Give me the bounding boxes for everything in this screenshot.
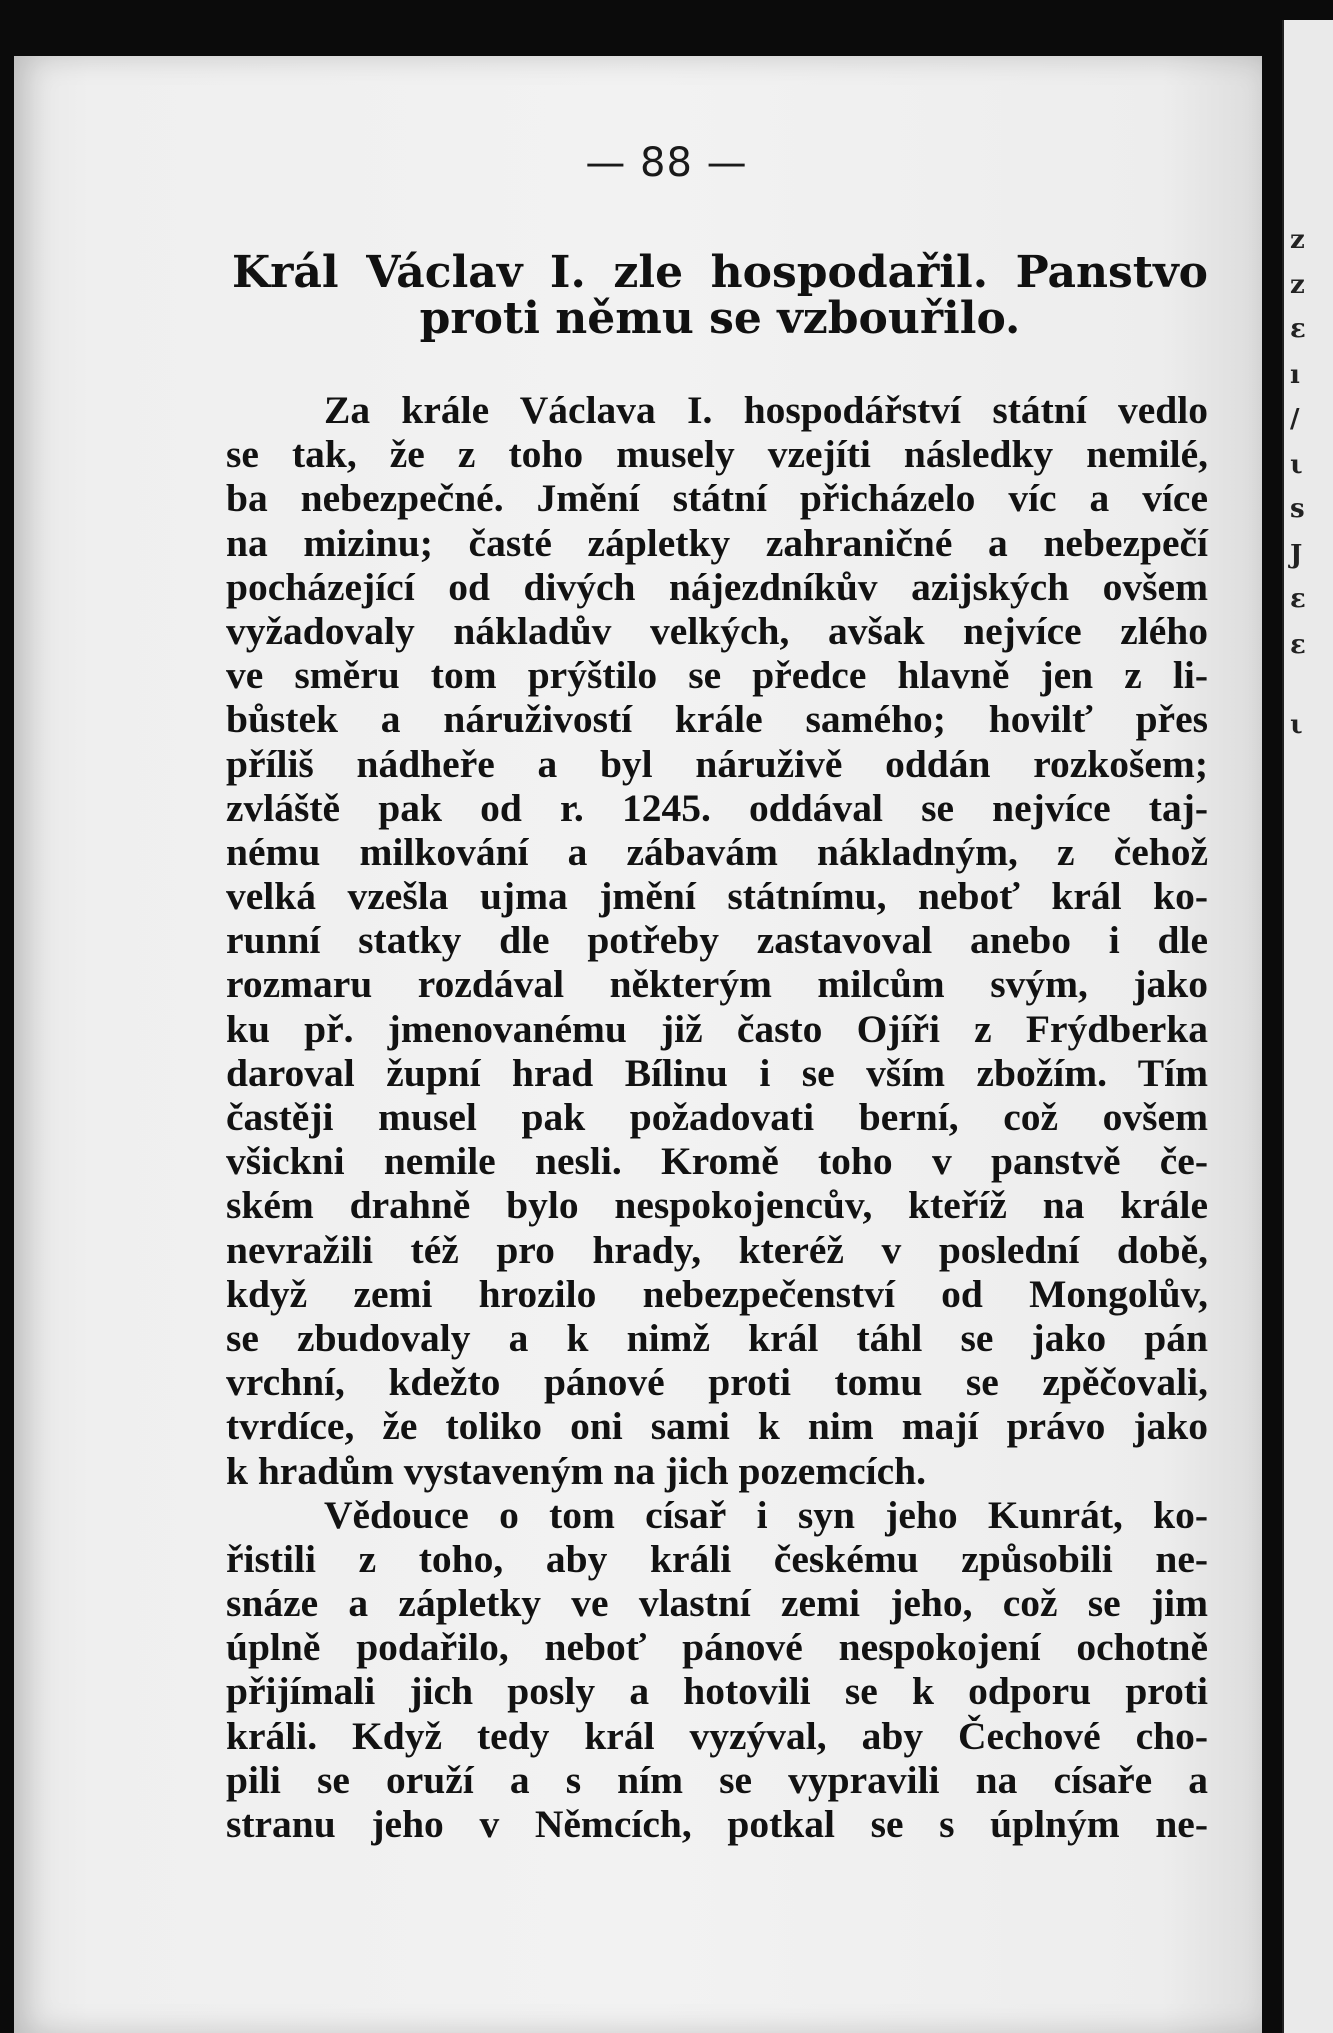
text-line: stranu jeho v Němcích, potkal se s úplným ne- xyxy=(226,1802,1208,1846)
text-line: ba nebezpečné. Jmění státní přicházelo víc a více xyxy=(226,476,1208,521)
next-page-fragment: J xyxy=(1290,540,1303,570)
text-line: velká vzešla ujma jmění státnímu, neboť král ko- xyxy=(226,874,1208,919)
text-line: na mizinu; časté zápletky zahraničné a nebezpečí xyxy=(226,520,1208,565)
text-line: častěji musel pak požadovati berní, což ovšem xyxy=(226,1095,1208,1139)
next-page-fragment: ι xyxy=(1290,450,1303,480)
text-line: tvrdíce, že toliko oni sami k nim mají právo jako xyxy=(226,1404,1208,1449)
text-line: nému milkování a zábavám nákladným, z čehož xyxy=(226,829,1208,874)
next-page-fragment: ı xyxy=(1290,360,1300,390)
text-line: Za krále Václava I. hospodářství státní vedlo xyxy=(324,388,1208,432)
text-line: zvláště pak od r. 1245. oddával se nejvíce taj- xyxy=(226,785,1208,830)
chapter-heading: Král Václav I. zle hospodařil. Panstvo proti němu se vzbouřilo. xyxy=(232,247,1208,344)
text-line: nevražili též pro hrady, kteréž v poslední době, xyxy=(226,1227,1208,1272)
text-line: pocházející od divých nájezdníkův azijských ovšem xyxy=(226,564,1208,609)
next-page-fragment: ε xyxy=(1290,630,1306,660)
text-line: ském drahně bylo nespokojencův, kteříž na krále xyxy=(226,1183,1208,1228)
text-line: řistili z toho, aby králi českému způsobili ne- xyxy=(226,1536,1208,1581)
text-line: králi. Když tedy král vyzýval, aby Čechové cho- xyxy=(226,1713,1208,1758)
page-number: — 88 — xyxy=(585,140,748,186)
text-line: všickni nemile nesli. Kromě toho v panstvě če- xyxy=(226,1139,1208,1184)
next-page-fragment: s xyxy=(1290,494,1305,524)
next-page-fragment: ι xyxy=(1290,710,1303,740)
next-page-fragment: / xyxy=(1290,404,1300,434)
text-line: úplně podařilo, neboť pánové nespokojení ochotně xyxy=(226,1625,1208,1670)
text-line: ku př. jmenovanému již často Ojíři z Frýdberka xyxy=(226,1006,1208,1051)
paragraph-2 xyxy=(226,1493,1208,1847)
next-page-fragment: ε xyxy=(1290,584,1306,614)
body-text xyxy=(226,388,1208,1846)
text-line: vrchní, kdežto pánové proti tomu se zpěčovali, xyxy=(226,1360,1208,1405)
next-page-fragment: z xyxy=(1290,270,1305,300)
text-line: rozmaru rozdával některým milcům svým, jako xyxy=(226,962,1208,1007)
text-line: pili se oruží a s ním se vypravili na císaře a xyxy=(226,1757,1208,1802)
next-page-fragment: z xyxy=(1290,225,1305,255)
text-line: k hradům vystaveným na jich pozemcích. xyxy=(226,1448,927,1493)
next-page-edge xyxy=(1282,20,1333,2033)
text-line: vyžadovaly nákladův velkých, avšak nejvíce zlého xyxy=(226,608,1208,653)
text-line: příliš nádheře a byl náruživě oddán rozkošem; xyxy=(226,741,1208,786)
text-line: se tak, že z toho musely vzejíti následky nemilé, xyxy=(226,432,1208,477)
text-line: daroval župní hrad Bílinu i se vším zbožím. Tím xyxy=(226,1050,1208,1095)
text-line: když zemi hrozilo nebezpečenství od Mongolův, xyxy=(226,1271,1208,1316)
text-line: bůstek a náruživostí krále samého; hovilť přes xyxy=(226,697,1208,742)
paragraph-1 xyxy=(226,388,1208,1493)
text-line: se zbudovaly a k nimž král táhl se jako pán xyxy=(226,1315,1208,1360)
text-line: Vědouce o tom císař i syn jeho Kunrát, ko- xyxy=(324,1492,1208,1537)
next-page-fragment: ε xyxy=(1290,314,1306,344)
text-line: přijímali jich posly a hotovili se k odporu proti xyxy=(226,1669,1208,1714)
text-line: snáze a zápletky ve vlastní zemi jeho, což se jim xyxy=(226,1581,1208,1626)
text-line: runní statky dle potřeby zastavoval anebo i dle xyxy=(226,918,1208,963)
text-line: ve směru tom prýštilo se předce hlavně jen z li- xyxy=(226,653,1208,698)
